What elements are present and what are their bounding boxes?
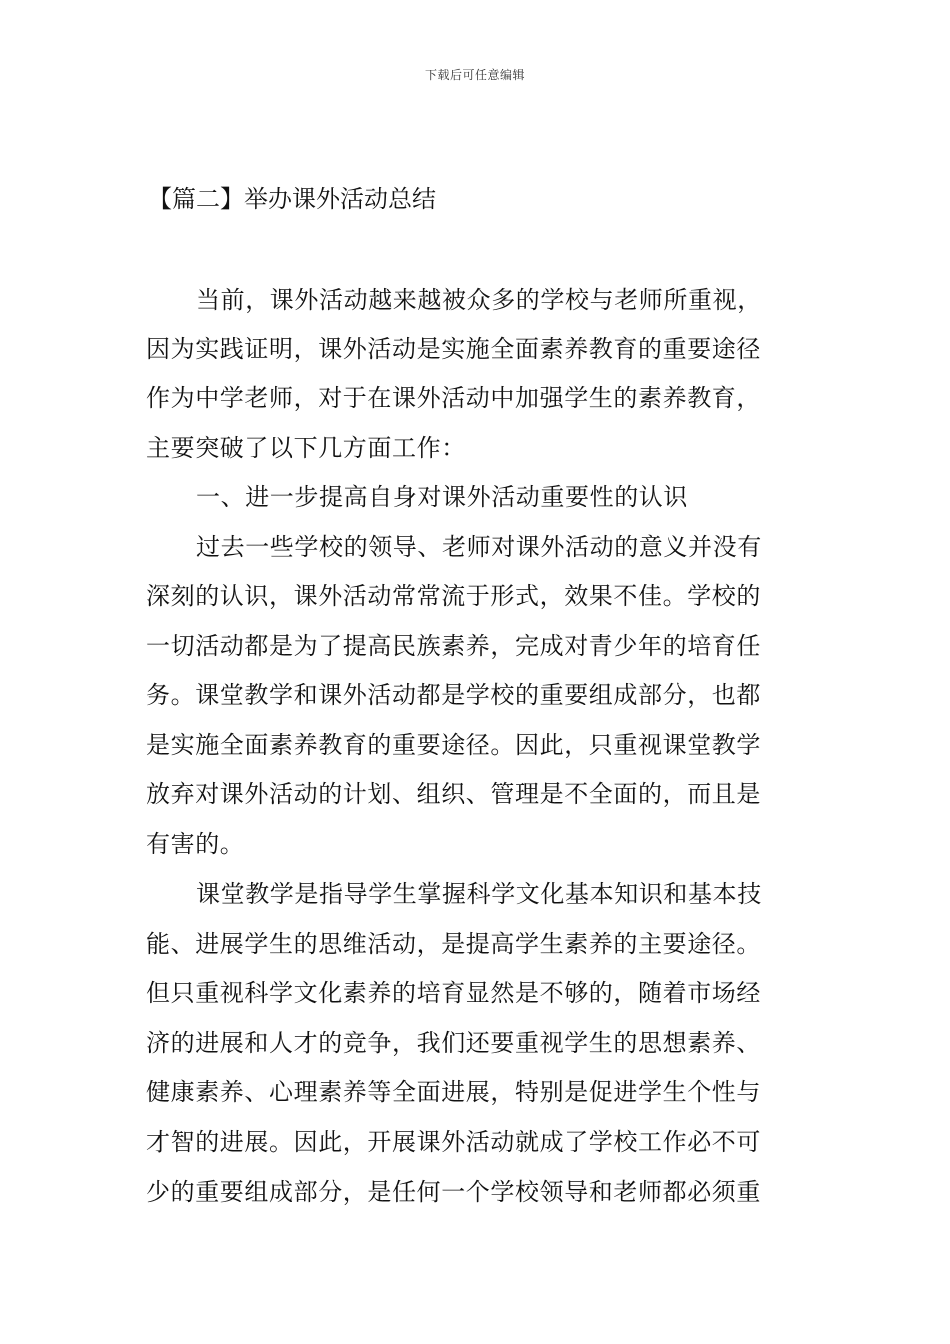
- paragraph-line: 能、进展学生的思维活动，是提高学生素养的主要途径。: [146, 930, 761, 958]
- paragraph-line: 过去一些学校的领导、老师对课外活动的意义并没有: [196, 533, 762, 561]
- paragraph-line: 一切活动都是为了提高民族素养，完成对青少年的培育任: [146, 632, 761, 660]
- paragraph-line: 务。课堂教学和课外活动都是学校的重要组成部分，也都: [146, 681, 761, 709]
- paragraph-line: 是实施全面素养教育的重要途径。因此，只重视课堂教学: [146, 731, 761, 759]
- paragraph-line: 因为实践证明，课外活动是实施全面素养教育的重要途径: [146, 335, 761, 363]
- paragraph-line: 但只重视科学文化素养的培育显然是不够的，随着市场经: [146, 979, 761, 1007]
- paragraph-line: 济的进展和人才的竞争，我们还要重视学生的思想素养、: [146, 1029, 761, 1057]
- paragraph-line: 课堂教学是指导学生掌握科学文化基本知识和基本技: [196, 880, 762, 908]
- page-header-note: 下载后可任意编辑: [424, 68, 525, 82]
- paragraph-line: 深刻的认识，课外活动常常流于形式，效果不佳。学校的: [146, 582, 761, 610]
- section-heading: 【篇二】举办课外活动总结: [148, 185, 436, 213]
- paragraph-line: 有害的。: [146, 830, 245, 858]
- paragraph-line: 健康素养、心理素养等全面进展，特别是促进学生个性与: [146, 1078, 761, 1106]
- paragraph-line: 放弃对课外活动的计划、组织、管理是不全面的，而且是: [146, 780, 761, 808]
- paragraph-line: 当前，课外活动越来越被众多的学校与老师所重视，: [196, 286, 762, 314]
- paragraph-line: 作为中学老师，对于在课外活动中加强学生的素养教育，: [146, 384, 761, 412]
- paragraph-line: 主要突破了以下几方面工作：: [146, 434, 466, 462]
- paragraph-line: 才智的进展。因此，开展课外活动就成了学校工作必不可: [146, 1128, 761, 1156]
- paragraph-line: 少的重要组成部分，是任何一个学校领导和老师都必须重: [146, 1178, 761, 1206]
- subheading-line: 一、进一步提高自身对课外活动重要性的认识: [196, 483, 688, 511]
